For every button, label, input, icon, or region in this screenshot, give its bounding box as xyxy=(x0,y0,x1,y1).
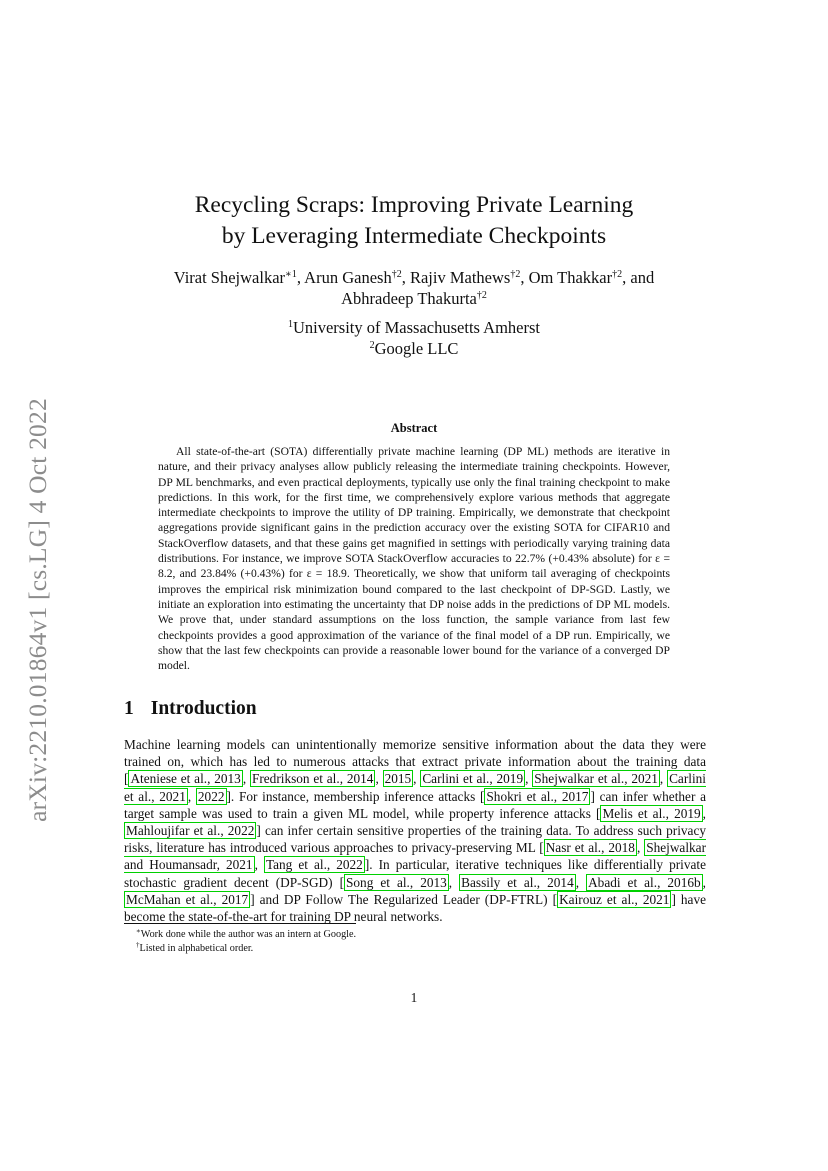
footnote xyxy=(136,942,696,956)
author-name: Rajiv Mathews xyxy=(409,268,511,287)
intro-text-run: ] have become the state-of-the-art for training DP neural networks. xyxy=(124,891,706,925)
intro-text-run: Machine learning models can unintentionally memorize sensitive information about the data they were trained on, which has led to numerous attacks that extract private information about the training data [ xyxy=(124,737,706,787)
author-separator: , and xyxy=(622,268,655,287)
arxiv-identifier: arXiv:2210.01864v1 [cs.LG] 4 Oct 2022 xyxy=(23,398,52,822)
intro-text-run: , xyxy=(702,805,706,821)
citation-link[interactable]: Ateniese et al., 2013 xyxy=(130,771,241,787)
author-affiliation-mark: †2 xyxy=(510,269,521,280)
intro-text-run: ]. In particular, iterative techniques like differentially private stochastic gradient decent (DP-SGD) [ xyxy=(124,857,706,890)
title-line-2: by Leveraging Intermediate Checkpoints xyxy=(221,223,607,249)
author-affiliation-mark: ∗1 xyxy=(285,269,297,280)
intro-text-run: , xyxy=(254,857,264,873)
footnote-text: Listed in alphabetical order. xyxy=(139,943,254,954)
intro-text-run: , xyxy=(659,771,668,787)
author-affiliation-mark: †2 xyxy=(476,290,487,301)
author-affiliation-mark: †2 xyxy=(612,269,623,280)
citation-link[interactable]: 2022 xyxy=(197,788,225,804)
citation-link[interactable]: Shejwalkar and Houmansadr, 2021 xyxy=(124,840,707,873)
paper-title xyxy=(120,190,708,252)
section-title: Introduction xyxy=(150,698,257,719)
intro-text-run: ] can infer certain sensitive properties of the training data. To address such privacy risks, literature has introduced various approaches to privacy-preserving ML [ xyxy=(124,823,706,856)
citation-link[interactable]: Carlini et al., 2021 xyxy=(124,771,706,804)
footnote-rule xyxy=(124,923,356,924)
abstract-text: All state-of-the-art (SOTA) differentially private machine learning (DP ML) methods are iterative in nature, and their privacy analyses allow publicly releasing the intermediate training checkpoints. However, DP ML benchmarks, and even practical deployments, typically use only the final training checkpoint to make predictions. In this work, for the first time, we comprehensively explore various methods that aggregate intermediate checkpoints to improve the utility of DP training. Empirically, we demonstrate that checkpoint aggregations provide significant gains in the prediction accuracy over the existing SOTA for CIFAR10 and StackOverflow datasets, and that these gains get magnified in settings with periodically varying training data distributions. For instance, we improve SOTA StackOverflow accuracies to 22.7% (+0.43% absolute) for ε = 8.2, and 23.84% (+0.43%) for ε = 18.9. Theoretically, we show that uniform tail averaging of checkpoints improves the empirical risk minimization bound compared to the last checkpoint of DP-SGD. Lastly, we initiate an exploration into estimating the uncertainty that DP noise adds in the predictions of DP ML models. We prove that, under standard assumptions on the loss function, the sample variance from last few checkpoints provides a good approximation of the variance of the final model of a DP run. Empirically, we show that the last few checkpoints can provide a reasonable lower bound for the variance of a converged DP model. xyxy=(158,445,670,673)
affiliation-list xyxy=(120,317,708,359)
affiliation-name: University of Massachusetts Amherst xyxy=(292,318,540,337)
author-separator: , xyxy=(520,268,529,287)
citation-link[interactable]: Carlini et al., 2019 xyxy=(422,771,524,787)
footnote-text: Work done while the author was an intern at Google. xyxy=(140,929,357,940)
author-separator: , xyxy=(401,268,410,287)
citation-link[interactable]: Abadi et al., 2016b xyxy=(588,874,701,890)
title-line-1: Recycling Scraps: Improving Private Learning xyxy=(194,192,634,218)
intro-text-run: , xyxy=(448,874,460,890)
author-separator: , xyxy=(296,268,305,287)
intro-text-run: , xyxy=(187,788,196,804)
citation-link[interactable]: Melis et al., 2019 xyxy=(602,805,701,821)
section-heading xyxy=(124,698,708,720)
citation-link[interactable]: Tang et al., 2022 xyxy=(265,857,363,873)
citation-link[interactable]: Shejwalkar et al., 2021 xyxy=(534,771,658,787)
citation-link[interactable]: Fredrikson et al., 2014 xyxy=(251,771,374,787)
section-number: 1 xyxy=(124,698,134,719)
author-name: Om Thakkar xyxy=(528,268,613,287)
intro-text-run: , xyxy=(413,771,421,787)
intro-text-run: , xyxy=(375,771,383,787)
author-affiliation-mark: †2 xyxy=(391,269,402,280)
introduction-paragraph xyxy=(124,736,706,925)
intro-text-run: , xyxy=(575,874,587,890)
citation-link[interactable]: McMahan et al., 2017 xyxy=(126,891,249,907)
citation-link[interactable]: Nasr et al., 2018 xyxy=(545,840,635,856)
citation-link[interactable]: Kairouz et al., 2021 xyxy=(559,891,670,907)
citation-link[interactable]: Shokri et al., 2017 xyxy=(486,788,589,804)
intro-text-run: , xyxy=(636,840,645,856)
author-name: Virat Shejwalkar xyxy=(173,268,286,287)
abstract-heading: Abstract xyxy=(390,421,438,435)
citation-link[interactable]: 2015 xyxy=(384,771,412,787)
affiliation-name: Google LLC xyxy=(374,339,459,358)
footnote xyxy=(136,928,696,942)
intro-text-run: ] can infer whether a target sample was used to train a given ML model, while property inference attacks [ xyxy=(124,788,706,821)
intro-text-run: , xyxy=(702,874,706,890)
author-name: Arun Ganesh xyxy=(304,268,392,287)
footnote-mark: † xyxy=(136,941,140,949)
footnote-mark: ∗ xyxy=(136,927,141,935)
page-number: 1 xyxy=(410,990,418,1005)
affiliation xyxy=(120,317,708,338)
affiliation-mark: 2 xyxy=(369,340,375,351)
intro-text-run: ] and DP Follow The Regularized Leader (DP-FTRL) [ xyxy=(250,891,558,907)
intro-text-run: , xyxy=(242,771,250,787)
intro-text-run: ]. For instance, membership inference attacks [ xyxy=(226,788,485,804)
arxiv-stamp xyxy=(18,375,58,845)
intro-text-run: , xyxy=(525,771,533,787)
author-list xyxy=(120,267,708,309)
affiliation xyxy=(120,338,708,359)
citation-link[interactable]: Bassily et al., 2014 xyxy=(461,874,574,890)
citation-link[interactable]: Mahloujifar et al., 2022 xyxy=(126,823,255,839)
citation-link[interactable]: Song et al., 2013 xyxy=(346,874,447,890)
author-name: Abhradeep Thakurta xyxy=(341,289,477,308)
footnotes xyxy=(136,928,696,956)
affiliation-mark: 1 xyxy=(287,319,293,330)
